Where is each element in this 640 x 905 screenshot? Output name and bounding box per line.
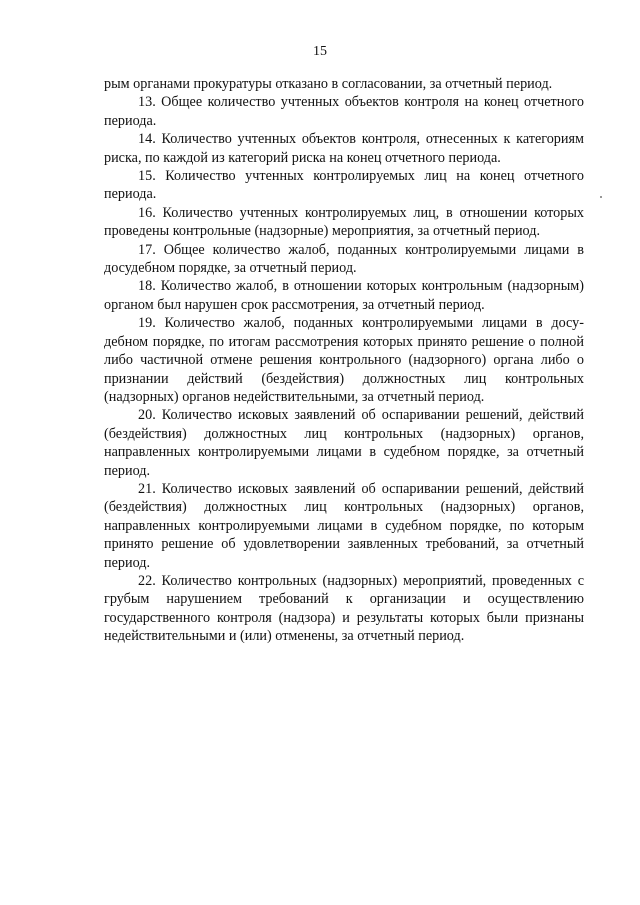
page-number: 15 (313, 44, 327, 59)
paragraph-item-18: 18. Количество жалоб, в отношении которых контрольным (надзорным) органом был нарушен срок рассмотрения, за отчетный период. (104, 278, 584, 313)
paragraph-item-19: 19. Количество жалоб, поданных контролируемыми лицами в досудебном порядке, по итогам рассмотрения которых принято решение о полной либо частичной отмене решения контрольного (надзорного) органа либо о признании действий (бездействия) должностных лиц контрольных (надзорных) органов недействительными, за отчетный период. (104, 315, 584, 405)
document-body (104, 75, 584, 646)
paragraph-item-13: 13. Общее количество учтенных объектов контроля на конец отчетного периода. (104, 94, 584, 129)
paragraph-continuation: рым органами прокуратуры отказано в согласовании, за отчетный период. (104, 76, 553, 92)
scan-speck (600, 196, 602, 198)
paragraph-item-15: 15. Количество учтенных контролируемых лиц на конец отчетного периода. (104, 168, 584, 203)
paragraph-item-22: 22. Количество контрольных (надзорных) мероприятий, проведенных с грубым нарушением требований к организации и осуществлению государственного контроля (надзора) и результаты которых были признаны недействительными и (или) отменены, за отчетный период. (104, 572, 584, 645)
paragraph-item-17: 17. Общее количество жалоб, поданных контролируемыми лицами в досудебном порядке, за отчетный период. (104, 241, 584, 277)
paragraph-item-16: 16. Количество учтенных контролируемых лиц, в отношении которых проведены контрольные (надзорные) мероприятия, за отчетный период. (104, 204, 584, 240)
paragraph-item-20: 20. Количество исковых заявлений об оспаривании решений, действий (бездействия) должностных лиц контрольных (надзорных) органов, направленных контролируемыми лицами в судебном порядке, за отчетный период. (104, 407, 584, 479)
paragraph-item-14: 14. Количество учтенных объектов контроля, отнесенных к категориям риска, по каждой из категорий риска на конец отчетного периода. (104, 131, 584, 166)
paragraph-item-21: 21. Количество исковых заявлений об оспаривании решений, действий (бездействия) должностных лиц контрольных (надзорных) органов, направленных контролируемыми лицами в судебном порядке, по которым принято решение об удовлетворении заявленных требований, за отчетный период. (104, 480, 584, 571)
